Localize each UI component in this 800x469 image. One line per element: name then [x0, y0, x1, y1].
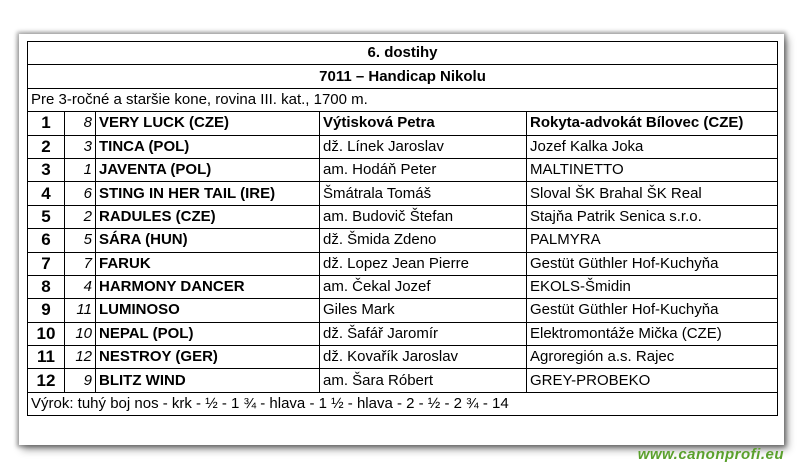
race-description-row — [28, 88, 778, 111]
table-row — [28, 369, 778, 392]
finish-place: 9 — [28, 299, 65, 322]
jockey-name: dž. Kovařík Jaroslav — [320, 346, 527, 369]
owner-name: Agroregión a.s. Rajec — [527, 346, 778, 369]
table-row — [28, 182, 778, 205]
race-title-row — [28, 42, 778, 65]
jockey-name: am. Hodáň Peter — [320, 158, 527, 181]
horse-name: NESTROY (GER) — [96, 346, 320, 369]
finish-place: 8 — [28, 275, 65, 298]
owner-name: PALMYRA — [527, 229, 778, 252]
owner-name: EKOLS-Šmidin — [527, 275, 778, 298]
table-row — [28, 112, 778, 135]
owner-name: Rokyta-advokát Bílovec (CZE) — [527, 112, 778, 135]
finish-place: 12 — [28, 369, 65, 392]
start-number: 5 — [65, 229, 96, 252]
race-subtitle: 7011 – Handicap Nikolu — [28, 65, 778, 88]
horse-name: FARUK — [96, 252, 320, 275]
table-row — [28, 275, 778, 298]
start-number: 8 — [65, 112, 96, 135]
start-number: 3 — [65, 135, 96, 158]
horse-name: JAVENTA (POL) — [96, 158, 320, 181]
finish-place: 7 — [28, 252, 65, 275]
horse-name: SÁRA (HUN) — [96, 229, 320, 252]
owner-name: Stajňa Patrik Senica s.r.o. — [527, 205, 778, 228]
watermark: www.canonprofi.eu — [637, 446, 784, 463]
start-number: 4 — [65, 275, 96, 298]
finish-place: 11 — [28, 346, 65, 369]
table-row — [28, 322, 778, 345]
start-number: 6 — [65, 182, 96, 205]
horse-name: LUMINOSO — [96, 299, 320, 322]
start-number: 10 — [65, 322, 96, 345]
owner-name: Sloval ŠK Brahal ŠK Real — [527, 182, 778, 205]
horse-name: TINCA (POL) — [96, 135, 320, 158]
horse-name: NEPAL (POL) — [96, 322, 320, 345]
finish-place: 1 — [28, 112, 65, 135]
jockey-name: am. Budovič Štefan — [320, 205, 527, 228]
jockey-name: dž. Lopez Jean Pierre — [320, 252, 527, 275]
race-results-table — [27, 41, 778, 416]
jockey-name: Výtisková Petra — [320, 112, 527, 135]
jockey-name: Giles Mark — [320, 299, 527, 322]
table-row — [28, 229, 778, 252]
horse-name: BLITZ WIND — [96, 369, 320, 392]
jockey-name: am. Šara Róbert — [320, 369, 527, 392]
owner-name: Elektromontáže Mička (CZE) — [527, 322, 778, 345]
race-title: 6. dostihy — [28, 42, 778, 65]
start-number: 11 — [65, 299, 96, 322]
start-number: 9 — [65, 369, 96, 392]
table-row — [28, 346, 778, 369]
owner-name: GREY-PROBEKO — [527, 369, 778, 392]
race-description: Pre 3-ročné a staršie kone, rovina III. kat., 1700 m. — [28, 88, 778, 111]
table-row — [28, 252, 778, 275]
start-number: 7 — [65, 252, 96, 275]
owner-name: Gestüt Güthler Hof-Kuchyňa — [527, 299, 778, 322]
jockey-name: dž. Línek Jaroslav — [320, 135, 527, 158]
finish-place: 3 — [28, 158, 65, 181]
race-margins: Výrok: tuhý boj nos - krk - ½ - 1 ¾ - hlava - 1 ½ - hlava - 2 - ½ - 2 ¾ - 14 — [28, 392, 778, 415]
table-row — [28, 135, 778, 158]
jockey-name: Šmátrala Tomáš — [320, 182, 527, 205]
table-row — [28, 299, 778, 322]
jockey-name: dž. Šmida Zdeno — [320, 229, 527, 252]
owner-name: Jozef Kalka Joka — [527, 135, 778, 158]
finish-place: 4 — [28, 182, 65, 205]
horse-name: STING IN HER TAIL (IRE) — [96, 182, 320, 205]
jockey-name: am. Čekal Jozef — [320, 275, 527, 298]
finish-place: 5 — [28, 205, 65, 228]
table-row — [28, 205, 778, 228]
start-number: 1 — [65, 158, 96, 181]
owner-name: MALTINETTO — [527, 158, 778, 181]
finish-place: 2 — [28, 135, 65, 158]
start-number: 12 — [65, 346, 96, 369]
finish-place: 6 — [28, 229, 65, 252]
horse-name: HARMONY DANCER — [96, 275, 320, 298]
finish-place: 10 — [28, 322, 65, 345]
horse-name: RADULES (CZE) — [96, 205, 320, 228]
start-number: 2 — [65, 205, 96, 228]
horse-name: VERY LUCK (CZE) — [96, 112, 320, 135]
table-row — [28, 158, 778, 181]
race-margins-row — [28, 392, 778, 415]
owner-name: Gestüt Güthler Hof-Kuchyňa — [527, 252, 778, 275]
jockey-name: dž. Šafář Jaromír — [320, 322, 527, 345]
race-subtitle-row — [28, 65, 778, 88]
